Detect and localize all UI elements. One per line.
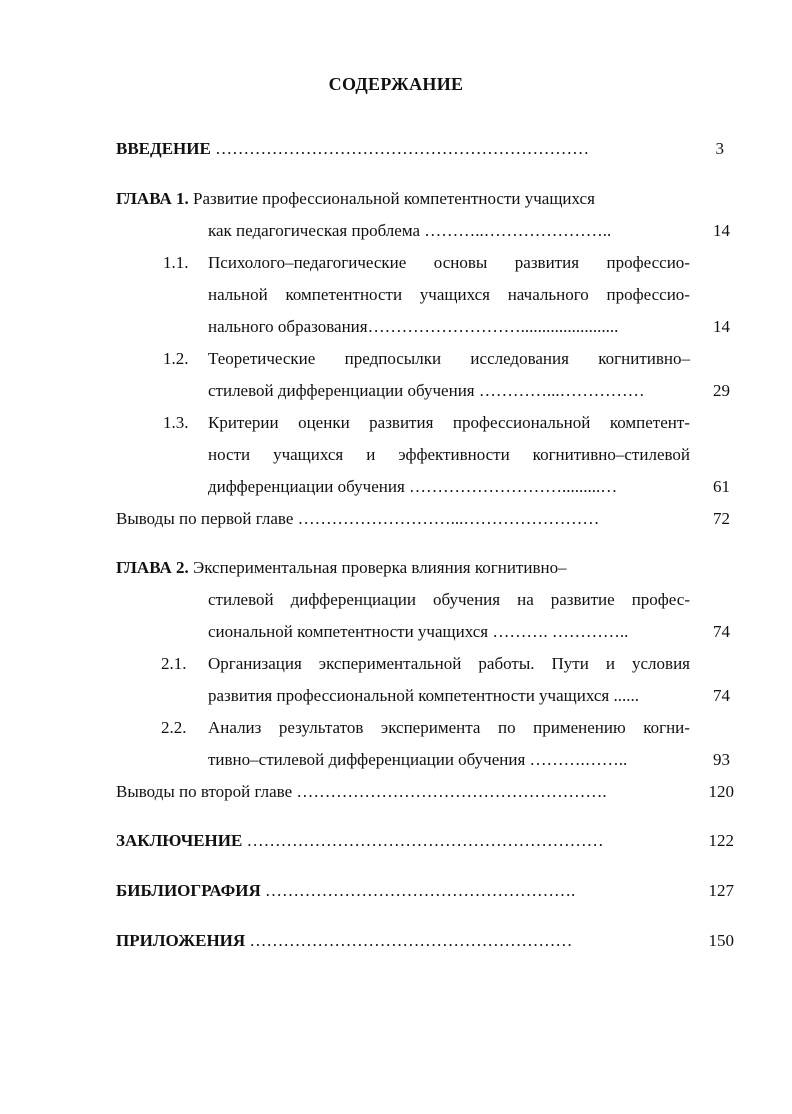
word: Психолого–педагогические (208, 253, 407, 272)
toc-appendices-label: ПРИЛОЖЕНИЯ (116, 931, 246, 950)
toc-chapter2-title-line1 (116, 558, 567, 578)
word: дифференциации (290, 590, 416, 609)
word: нальной (208, 285, 268, 304)
word: условия (632, 654, 690, 673)
word: Критерии (208, 413, 279, 432)
toc-chapter2-title-line3: сиональной компетентности учащихся ………. ………….. (208, 622, 629, 641)
word: экспериментальной (318, 654, 462, 673)
toc-section-2-1-line2: развития профессиональной компетентности учащихся ...... (208, 686, 639, 705)
toc-chapter2-title-line2 (208, 590, 690, 610)
toc-bibliography-label: БИБЛИОГРАФИЯ (116, 881, 261, 900)
word: начального (507, 285, 589, 304)
word: профессио- (606, 253, 690, 272)
word: учащихся (273, 445, 344, 464)
toc-section-number: 1.2. (163, 349, 189, 368)
toc-intro-page: 3 (715, 139, 724, 158)
word: когнитивно– (598, 349, 690, 368)
word: стилевой (208, 590, 274, 609)
word: развития (369, 413, 434, 432)
toc-section-1-1-line1 (208, 253, 690, 273)
word: и (605, 654, 615, 673)
toc-appendices-page: 150 (708, 931, 734, 950)
toc-intro-label: ВВЕДЕНИЕ (116, 139, 211, 158)
toc-chapter1-head: ГЛАВА 1. (116, 189, 189, 208)
word: Анализ (208, 718, 262, 737)
word: основы (433, 253, 488, 272)
toc-section-number: 1.3. (163, 413, 189, 432)
toc-conclusion-dots: ……………………………………………………… (246, 831, 604, 850)
toc-section-number: 2.2. (161, 718, 187, 737)
word: профес- (631, 590, 690, 609)
toc-section-1-3-line3: дифференциации обучения ……………………….........… (208, 477, 618, 496)
toc-section-1-1-line3: нального образования………………………....................... (208, 317, 619, 336)
toc-section-1-1-line2 (208, 285, 690, 305)
toc-section-1-2-line2: стилевой дифференциации обучения …………...…………… (208, 381, 645, 400)
toc-appendices-dots: ………………………………………………… (249, 931, 573, 950)
toc-section-1-3-line1 (208, 413, 690, 433)
word: профессио- (606, 285, 690, 304)
toc-section-number: 2.1. (161, 654, 187, 673)
word: компетентности (285, 285, 403, 304)
toc-section-2-1-page: 74 (713, 686, 730, 705)
toc-section-1-2-line1 (208, 349, 690, 369)
toc-chapter1-title-line1 (116, 189, 595, 209)
toc-bibliography-page: 127 (708, 881, 734, 900)
toc-chapter1-conclusions: Выводы по первой главе ………………………...…………………… (116, 509, 600, 528)
word: Пути (551, 654, 589, 673)
word: развитие (550, 590, 615, 609)
word: эксперимента (380, 718, 481, 737)
toc-section-2-2-line1 (208, 718, 690, 738)
toc-chapter1-page: 14 (713, 221, 730, 240)
toc-section-1-1-page: 14 (713, 317, 730, 336)
word: Теоретические (208, 349, 316, 368)
word: результатов (278, 718, 364, 737)
word: Организация (208, 654, 302, 673)
word: компетент- (609, 413, 690, 432)
toc-section-number: 1.1. (163, 253, 189, 272)
word: ности (208, 445, 251, 464)
toc-conclusion-page: 122 (708, 831, 734, 850)
toc-chapter2-conclusions-page: 120 (708, 782, 734, 801)
toc-section-1-3-page: 61 (713, 477, 730, 496)
word: когнитивно–стилевой (532, 445, 690, 464)
word: работы. (478, 654, 535, 673)
toc-conclusion (116, 831, 604, 851)
toc-chapter2-conclusions: Выводы по второй главе ………………………………………………. (116, 782, 607, 801)
toc-section-2-2-page: 93 (713, 750, 730, 769)
toc-chapter2-head: ГЛАВА 2. (116, 558, 189, 577)
word: применению (533, 718, 626, 737)
word: на (517, 590, 534, 609)
word: когни- (643, 718, 690, 737)
toc-bibliography (116, 881, 575, 901)
word: и (366, 445, 376, 464)
word: по (497, 718, 516, 737)
toc-chapter1-conclusions-page: 72 (713, 509, 730, 528)
toc-appendices (116, 931, 572, 951)
word: профессиональной (452, 413, 591, 432)
word: оценки (298, 413, 350, 432)
toc-bibliography-dots: ………………………………………………. (264, 881, 576, 900)
toc-section-2-1-line1 (208, 654, 690, 674)
word: предпосылки (344, 349, 442, 368)
toc-chapter1-title-text1: Развитие профессиональной компетентности учащихся (193, 189, 595, 208)
toc-chapter2-page: 74 (713, 622, 730, 641)
word: эффективности (398, 445, 510, 464)
word: учащихся (419, 285, 490, 304)
page-title: СОДЕРЖАНИЕ (328, 74, 464, 94)
word: обучения (432, 590, 501, 609)
word: развития (514, 253, 580, 272)
toc-chapter1-title-line2: как педагогическая проблема ………..………………….. (208, 221, 612, 240)
toc-section-2-2-line2: тивно–стилевой дифференциации обучения ……….…….. (208, 750, 628, 769)
toc-section-1-2-page: 29 (713, 381, 730, 400)
toc-section-1-3-line2 (208, 445, 690, 465)
toc-intro (116, 139, 589, 159)
toc-conclusion-label: ЗАКЛЮЧЕНИЕ (116, 831, 243, 850)
toc-intro-dots: ………………………………………………………… (215, 139, 590, 158)
word: исследования (470, 349, 569, 368)
toc-chapter2-title-text1: Экспериментальная проверка влияния когнитивно– (193, 558, 567, 577)
